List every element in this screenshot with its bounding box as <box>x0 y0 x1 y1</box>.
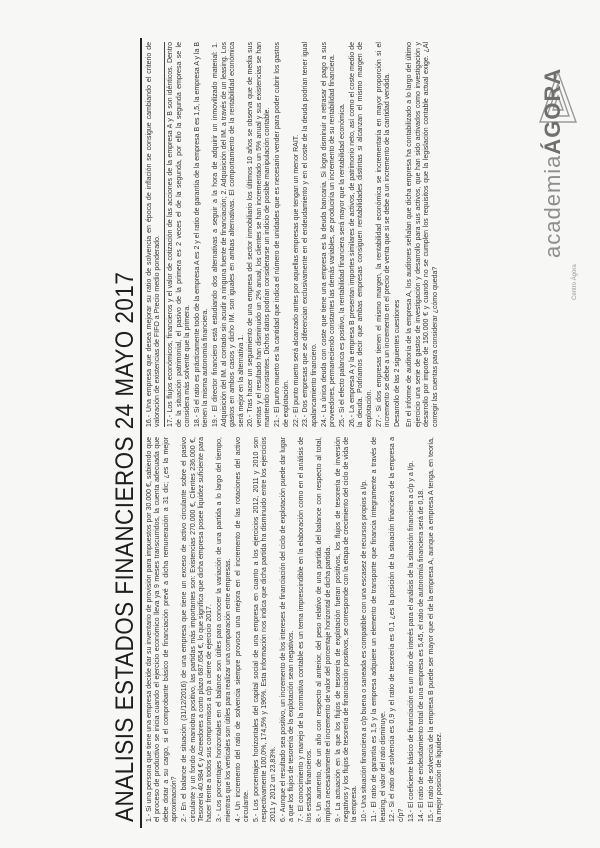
question-item: 18.- Si el ratio es prácticamente todo de la empresa A es 2 y el ratio de garantía de la empresa B es 1,5, la empresa A y la B tienen la misma autonomía financiera. <box>194 42 210 427</box>
question-item: 9.- La actuación en la que los flujos de tesorería de explotación fueran positivos, los flujos de tesorería de inversión negativos y los flujos de tesorería de financiación positivos, se corresponde con la etapa de crecimiento del ciclo de vida de la empresa. <box>334 437 359 822</box>
logo-text-bold: ÁGORA <box>540 67 565 155</box>
section-divider <box>164 42 165 427</box>
question-item: 1.- Si una persona que tiene una empresa decide dar su inventario de provisión para impuestos por 30.000 €, sabiendo que el proceso de productivo se inicia cuando el ejercicio económico lleva ya 9 meses transcurridos, la cuenta adecuada que debe dotar a su cargo, si el comprobante básico de financiación prevé a dicha remuneración a 31 dic; ¿es la mejor aproximación? <box>146 437 179 822</box>
logo-tagline: Centro Ágora <box>572 264 578 300</box>
question-item: 5.- Los porcentajes horizontales del capital social de una empresa en cuanto a los ejercicios 2012, 2011 y 2010 son respectivamente 100,0%, 174,5% y 196%. Esta información nos indica que dicha partida ha disminuido entre los ejercicios 2011 y 2012 un 23,83%. <box>252 437 277 822</box>
exam-title: ANALISIS ESTADOS FINANCIEROS 24 MAYO 2017 <box>111 271 139 822</box>
logo-wordmark <box>540 68 566 258</box>
question-item: 14.- El ratio de endeudamiento total de una empresa es 5,45, el ratio de autonomía financiera será de 0,18. <box>417 488 425 822</box>
question-item: 22.- El punto muerto será alcanzado antes por aquellas empresas que tengan un menor RAIT. <box>292 134 300 427</box>
question-columns <box>142 38 446 828</box>
case-paragraph: En el informe de auditoría de la empresa A, los auditores señalan que dicha empresa ha contabilizado a lo largo del último ejercicio una serie de gastos de investigación y desarrollo para sus activos, que han sido activados como investigación y desarrollo por importe de 150.000 € y cuando no se cumplen los requisitos que la legislación contable actual exige. ¿Al corregir las cuentas para considerar ¿cómo queda? <box>406 42 439 427</box>
academia-agora-logo <box>528 68 588 308</box>
left-column <box>146 437 446 822</box>
question-item: 23.- Dos empresas que se diferencian exclusivamente en el endeudamiento y en el coste de la deuda podrían tener igual apalancamiento financiero. <box>302 42 318 427</box>
question-item: 4.- Un incremento del ratio de solvencia siempre provoca una mejora en el incremento de las rotaciones del activo circulante. <box>234 437 250 822</box>
question-item: 16.- Una empresa que desea mejorar su ratio de solvencia en época de inflación se consigue cambiando el criterio de valoración de existencias de FIFO a Precio medio ponderado. <box>146 42 162 427</box>
question-item: 27.- Si dos empresas tienen el mismo margen, la rentabilidad económica se incrementaría en mayor proporción si el incremento se debe a un incremento en el precio de venta que si se debe a un incremento de la cantidad vendida. <box>375 42 392 427</box>
question-item: 17.- Los flujos económicos, financieros y el valor de cotización de las acciones de la empresa A y B son idénticos. Dentro de la situación patrimonial, el pasivo de la primera es 2 veces el de la segunda, por ello la segunda empresa se le considera más solvente que la primera. <box>167 42 192 427</box>
question-item: 24.- La única deuda con coste que tiene una empresa es la deuda bancaria. Si logra disminuir a retrasar el pago a sus proveedores, permaneciendo constantes las demás variables, se produciría un incremento de su rentabilidad financiera. <box>320 42 337 427</box>
question-item: 11.- El ratio de garantía es 1,5 y la empresa adquiere un elemento de transporte que financia íntegramente a través de leasing, el valor del ratio disminuye. <box>371 437 387 822</box>
question-item: 20.- Tras hacer un seguimiento de una empresa del sector inmobiliario los últimos 10 años se observa que de media sus ventas y el resultado han disminuido un 2% anual, los clientes se han incrementado un 5% anual y sus existencias se han mantenido constantes. Dichos datos podrían considerarse un indicio de posible manipulación contable. <box>247 42 272 427</box>
question-item: 25.- Si el efecto palanca es positivo, la rentabilidad financiera será mayor que la rentabilidad económica. <box>339 103 347 427</box>
exam-sheet <box>100 38 480 828</box>
section-heading: Desarrollo de las 2 siguientes cuestiones <box>393 299 401 427</box>
question-item: 2.- En el balance de situación (31/12/2016) de una empresa que tiene un exceso de activo circulante sobre el pasivo circulante y un fondo de maniobra positivo, las partidas más importantes son: Existencias 270.000 €, Clientes 236.000 €, Tesorería 40.984 € y Acreedores a corto plazo 687.654 €, lo que significa que dicha empresa posee liquidez suficiente para hacer frente a todos sus compromisos a c/p a cierre de ejercicio 2017. <box>181 437 214 822</box>
question-item: 15.- El ratio de solvencia de la empresa B puede ser mayor que el de la empresa A, aunque a empresa A tenga, en teoría, la mejor posición de liquidez. <box>427 437 443 822</box>
question-item: 13.- El coeficiente básico de financiación es un ratio de interés para el análisis de la situación financiera a c/p y a l/p. <box>407 460 415 822</box>
question-item: 8.- Un aumento, de un año con respecto al anterior, del peso relativo de una partida del balance con respecto al total, implica necesariamente el incremento de valor del porcentaje horizontal de dicha partida. <box>316 437 332 822</box>
question-item: 3.- Los porcentajes horizontales en el balance son útiles para conocer la variación de una partida a lo largo del tiempo, mientras que los verticales son útiles para realizar una comparación entre empresas. <box>216 437 232 822</box>
question-item: 21.- El punto muerto es la cantidad que indica el número de unidades que es necesario vender para poder cubrir los gastos de explotación. <box>274 42 290 427</box>
right-column <box>146 42 446 427</box>
question-item: 12.- Si el ratio de solvencia es 0,9 y el ratio de tesorería es 0,1 ¿es la posición de la situación financiera de la empresa a c/p? <box>389 437 405 822</box>
question-item: 19.- El director financiero está estudiando dos alternativas a seguir a la hora de adquirir un inmovilizado material: 1. Adquisición del IM. al contado sin acudir a ninguna fuente de financiación; 2. Adquisición del IM. a través de un leasing. Los gastos en ambos casos y dicho IM. son iguales en ambas alternativas. El comportamiento de la rentabilidad económica será mejor en la alternativa 1. <box>212 42 245 427</box>
exam-header <box>100 38 142 828</box>
question-item: 6.- Aunque el resultado sea positivo, un incremento de los intereses de financiación del ciclo de explotación puede dar lugar a que los flujos de tesorería de la explotación sean negativos. <box>279 437 295 822</box>
question-item: 10.- Una situación financiera a c/p buena o saneada es compatible con una escasez de recursos propios a l/p. <box>361 479 369 822</box>
logo-text-light: academia <box>540 154 565 258</box>
question-item: 7.- El conocimiento y manejo de la normativa contable es un tema imprescindible en la elaboración como en el análisis de los estados financieros. <box>297 437 314 822</box>
question-item: 26.- La empresa A y la empresa B presentan importes similares de activos, de patrimonio neto, así como el coste medio de la deuda. Podríamos decir que ambas empresas consiguen rentabilidades distintas si alcanzan el mismo margen de explotación. <box>348 42 373 427</box>
